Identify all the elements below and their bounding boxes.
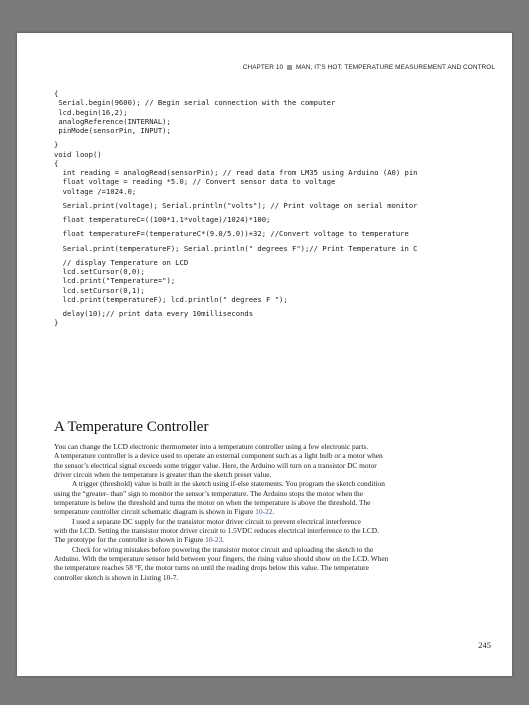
code-line: lcd.setCursor(0,0); bbox=[54, 267, 145, 276]
paragraph-line: You can change the LCD electronic thermometer into a temperature controller using a few electronic parts. bbox=[54, 442, 369, 451]
code-line: Serial.begin(9600); // Begin serial connection with the computer bbox=[54, 98, 336, 108]
code-line: // display Temperature on LCD bbox=[54, 257, 189, 267]
code-line: void loop() bbox=[54, 149, 102, 159]
code-line: lcd.begin(16,2); bbox=[54, 107, 128, 117]
text-run: . bbox=[222, 535, 225, 545]
code-line: lcd.setCursor(0,1); bbox=[54, 285, 145, 295]
code-line: pinMode(sensorPin, INPUT); bbox=[54, 126, 171, 135]
code-line: Serial.print(voltage); Serial.println("volts"); // Print voltage on serial monitor bbox=[54, 200, 418, 210]
code-line: int reading = analogRead(sensorPin); // read data from LM35 using Arduino (A0) pin bbox=[54, 168, 418, 177]
paragraph-line: temperature is below the threshold and turns the motor on when the temperature is above the threshold. The bbox=[54, 498, 371, 508]
code-line: { bbox=[54, 89, 59, 98]
paragraph-line: I used a separate DC supply for the transistor motor driver circuit to prevent electrical interference bbox=[72, 516, 361, 526]
book-page bbox=[17, 33, 512, 676]
code-line: } bbox=[54, 318, 59, 328]
paragraph-line bbox=[54, 507, 504, 516]
running-head bbox=[243, 64, 495, 71]
paragraph-line: A trigger (threshold) value is built in the sketch using if-else statements. You program the sketch condition bbox=[72, 479, 385, 489]
code-line: delay(10);// print data every 10milliseconds bbox=[54, 309, 254, 318]
paragraph-line: Check for wiring mistakes before powering the transistor motor circuit and uploading the sketch to the bbox=[72, 544, 374, 554]
text-run: . bbox=[272, 507, 275, 517]
code-line: float temperatureF=(temperatureC*(9.0/5.0))+32; //Convert voltage to temperature bbox=[54, 229, 409, 239]
code-line: } bbox=[54, 140, 59, 150]
code-line: analogReference(INTERNAL); bbox=[54, 116, 171, 126]
paragraph-line: using the “greater- than” sign to monitor the sensor’s temperature. The Arduino stops the motor when the bbox=[54, 488, 363, 498]
paragraph-line: the sensor’s electrical signal exceeds some trigger value. Here, the Arduino will turn on a transistor DC motor bbox=[54, 460, 377, 470]
paragraph-line: A temperature controller is a device used to operate an external component such as a light bulb or a motor when bbox=[54, 451, 383, 461]
paragraph-line: with the LCD. Setting the transistor motor driver circuit to 1.5VDC reduces electrical interference to the LCD. bbox=[54, 526, 379, 536]
code-listing bbox=[54, 89, 494, 328]
code-line: lcd.print(temperatureF); lcd.println(" degrees F "); bbox=[54, 294, 288, 304]
text-run: temperature controller circuit schematic diagram is shown in Figure bbox=[54, 507, 256, 517]
code-line: float voltage = reading *5.0; // Convert sensor data to voltage bbox=[54, 177, 336, 187]
chapter-title: MAN, IT'S HOT: TEMPERATURE MEASUREMENT AND CONTROL bbox=[295, 64, 495, 71]
code-line: Serial.print(temperatureF); Serial.println(" degrees F");// Print Temperature in C bbox=[54, 243, 418, 253]
code-line: float temperatureC=((100*1.1*voltage)/1024)*100; bbox=[54, 215, 271, 224]
paragraph-line: driver circuit when the temperature is greater than the sketch preset value. bbox=[54, 470, 272, 480]
paragraph-line: Arduino. With the temperature sensor held between your fingers, the rising value should show on the LCD. When bbox=[54, 554, 389, 564]
code-line: lcd.print("Temperature="); bbox=[54, 276, 176, 286]
figure-link-10-22[interactable]: 10-22 bbox=[255, 507, 273, 517]
paragraph-line bbox=[54, 535, 504, 544]
page-number: 245 bbox=[478, 640, 491, 650]
body-text bbox=[54, 442, 504, 582]
chapter-label: CHAPTER 10 bbox=[242, 64, 284, 71]
text-run: The prototype for the controller is shown in Figure bbox=[54, 535, 206, 545]
separator-square-icon bbox=[287, 65, 292, 70]
paragraph-line: controller sketch is shown in Listing 10-7. bbox=[54, 572, 179, 582]
figure-link-10-23[interactable]: 10-23 bbox=[205, 535, 223, 545]
section-heading: A Temperature Controller bbox=[54, 419, 209, 435]
code-line: { bbox=[54, 158, 59, 168]
code-line: voltage /=1024.0; bbox=[54, 186, 137, 196]
paragraph-line: the temperature reaches 58 °F, the motor turns on until the reading drops below this value. The temperature bbox=[54, 563, 369, 573]
